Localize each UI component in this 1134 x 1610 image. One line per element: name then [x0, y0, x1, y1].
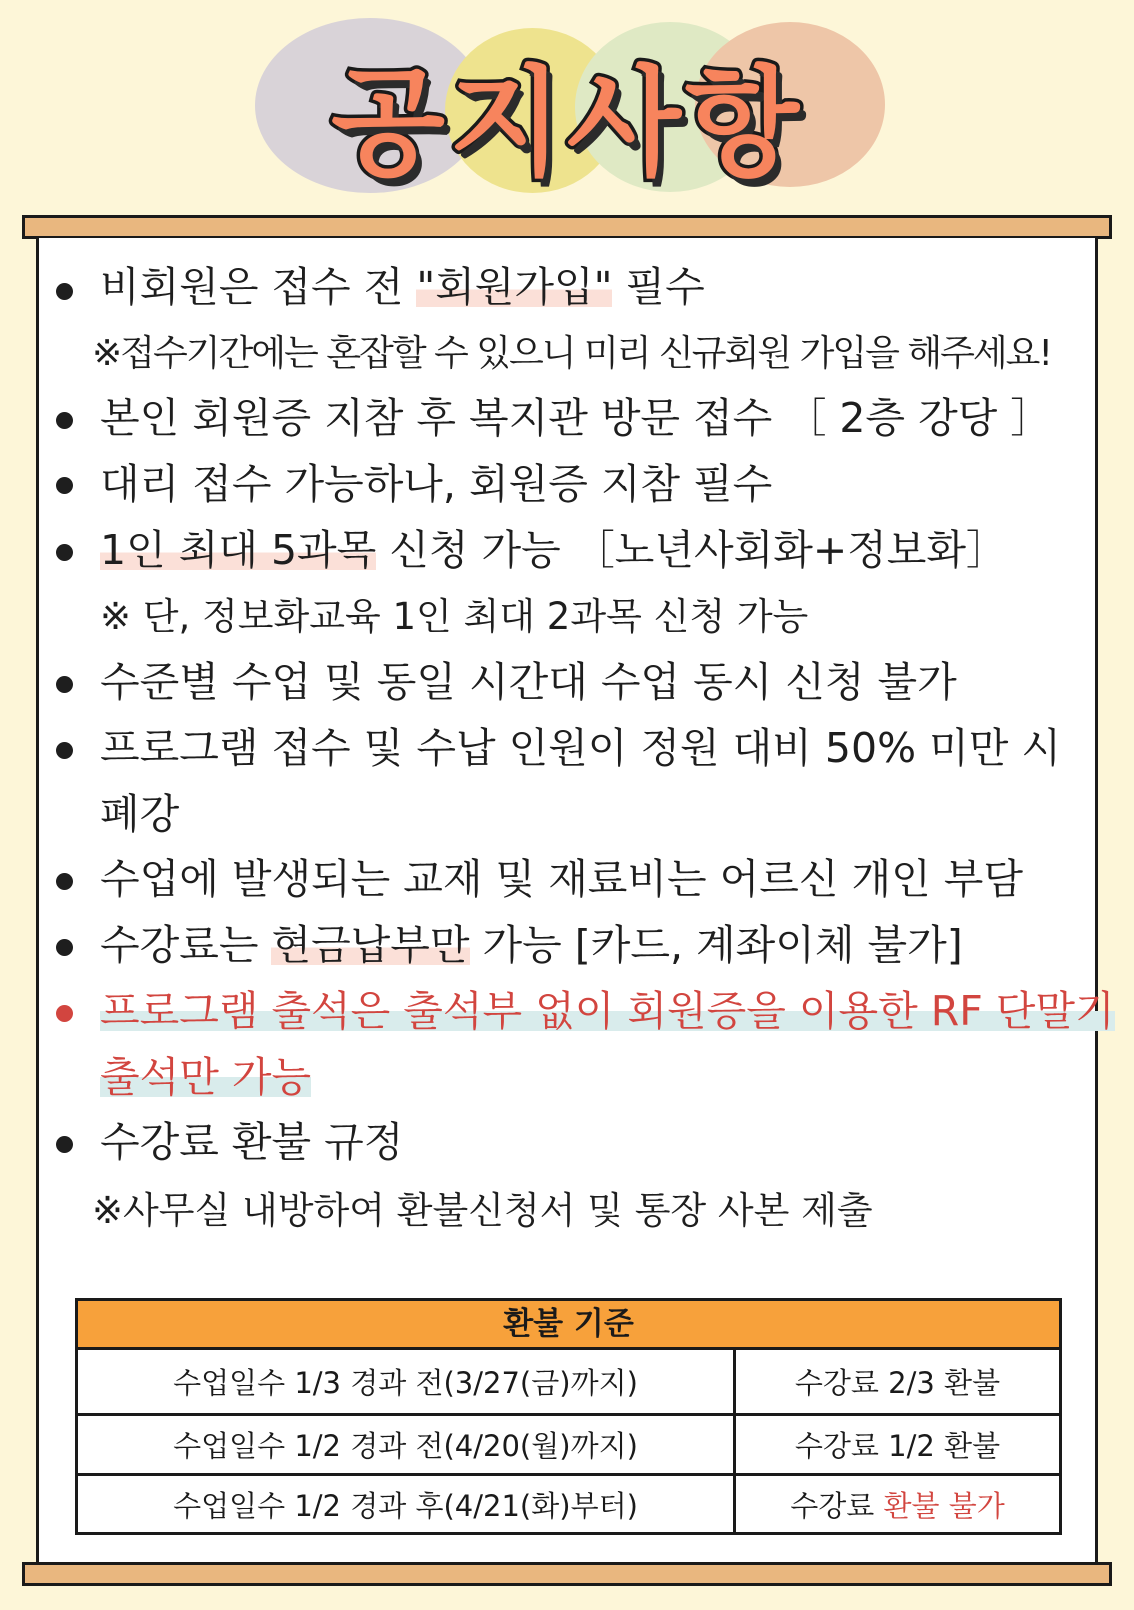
title-area: [0, 0, 1134, 215]
bullet-icon: [56, 676, 73, 693]
bullet-icon: [56, 477, 73, 494]
refund-condition: 수업일수 1/2 경과 전(4/20(월)까지): [78, 1416, 736, 1473]
notice-note-4: ※ 단, 정보화교육 1인 최대 2과목 신청 가능: [100, 595, 809, 638]
refund-result: 수강료 2/3 환불: [794, 1366, 1001, 1400]
bullet-icon: [56, 1005, 73, 1022]
bullet-icon: [56, 873, 73, 890]
scroll-bar-top: [22, 215, 1112, 239]
bullet-icon: [56, 939, 73, 956]
bullet-icon: [56, 1136, 73, 1153]
notice-item-9: 프로그램 출석은 출석부 없이 회원증을 이용한 RF 단말기: [100, 987, 1115, 1035]
notice-item-1: 비회원은 접수 전 "회원가입" 필수: [100, 263, 705, 311]
bullet-icon: [56, 544, 73, 561]
table-row: [78, 1350, 1059, 1416]
refund-table: [75, 1298, 1062, 1535]
notice-item-4: 1인 최대 5과목 신청 가능 ［노년사회화+정보화］: [100, 526, 1008, 574]
bullet-icon: [56, 742, 73, 759]
notice-item-5: 수준별 수업 및 동일 시간대 수업 동시 신청 불가: [100, 658, 957, 706]
refund-condition: 수업일수 1/3 경과 전(3/27(금)까지): [78, 1350, 736, 1413]
notice-item-6-cont: 폐강: [100, 790, 180, 838]
notice-item-10: 수강료 환불 규정: [100, 1118, 404, 1166]
refund-result: 수강료 환불 불가: [790, 1488, 1005, 1523]
page-title: 공지사항: [331, 54, 803, 192]
refund-condition: 수업일수 1/2 경과 후(4/21(화)부터): [78, 1476, 736, 1532]
bullet-icon: [56, 412, 73, 429]
table-row: [78, 1416, 1059, 1476]
notice-item-8: 수강료는 현금납부만 가능 [카드, 계좌이체 불가]: [100, 921, 963, 969]
bullet-icon: [56, 283, 73, 300]
refund-table-header: 환불 기준: [78, 1301, 1059, 1350]
table-row: [78, 1476, 1059, 1532]
notice-item-3: 대리 접수 가능하나, 회원증 지참 필수: [100, 460, 773, 508]
scroll-bar-bottom: [22, 1562, 1112, 1586]
notice-item-6: 프로그램 접수 및 수납 인원이 정원 대비 50% 미만 시: [100, 724, 1061, 772]
notice-item-9-cont: 출석만 가능: [100, 1053, 312, 1101]
notice-note-1: ※접수기간에는 혼잡할 수 있으니 미리 신규회원 가입을 해주세요!: [92, 333, 1051, 374]
notice-note-10: ※사무실 내방하여 환불신청서 및 통장 사본 제출: [92, 1189, 873, 1232]
notice-item-7: 수업에 발생되는 교재 및 재료비는 어르신 개인 부담: [100, 855, 1023, 903]
refund-result: 수강료 1/2 환불: [794, 1429, 1001, 1463]
notice-item-2: 본인 회원증 지참 후 복지관 방문 접수 ［ 2층 강당 ］: [100, 394, 1052, 442]
